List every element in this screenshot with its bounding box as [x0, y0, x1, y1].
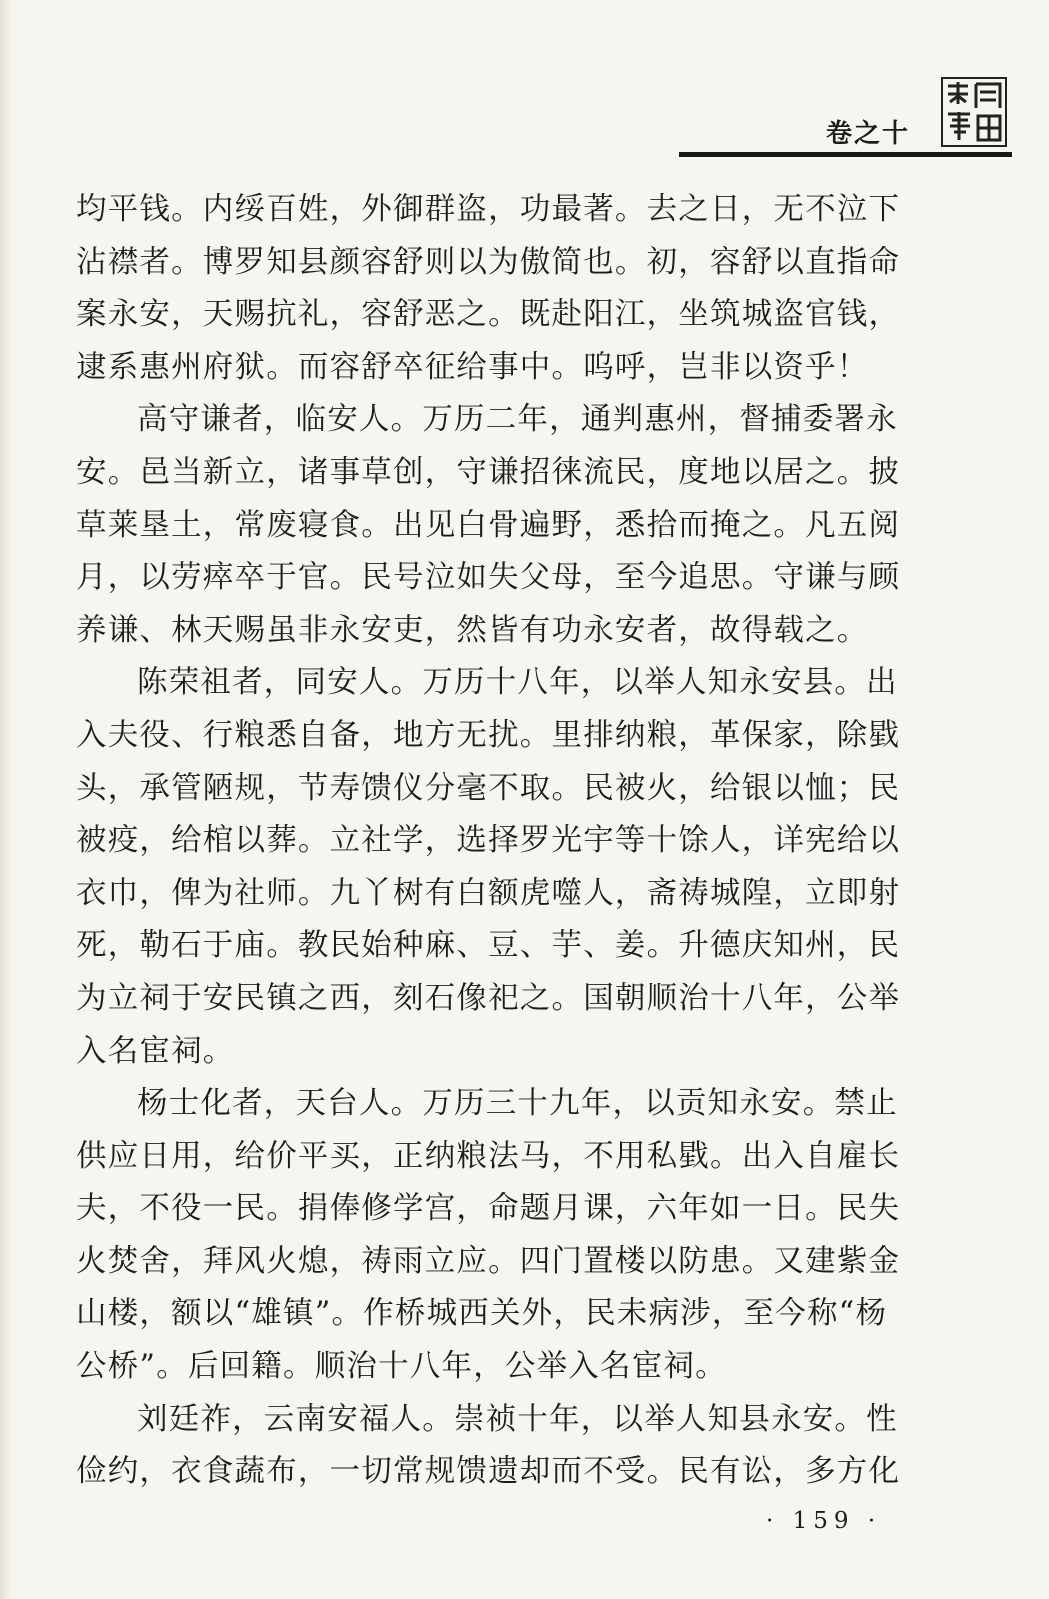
paragraph: 陈荣祖者，同安人。万历十八年，以举人知永安县。出入夫役、行粮悉自备，地方无扰。里排纳粮，革保家，除戥头，承管陋规，节寿馈仪分毫不取。民被火，给银以恤；民被疫，给棺以葬。立社学，选择罗光宇等十馀人，详宪给以衣巾，俾为社师。九丫树有白额虎噬人，斋祷城隍，立即射死，勒石于庙。教民始种麻、豆、芋、姜。升德庆知州，民为立祠于安民镇之西，刻石像祀之。国朝顺治十八年，公举入名宦祠。: [76, 665, 901, 1069]
seal-logo-icon: [940, 76, 1008, 148]
paragraph: 杨士化者，天台人。万历三十九年，以贡知永安。禁止供应日用，给价平买，正纳粮法马，不用私戥。出入自雇长夫，不役一民。捐俸修学宫，命题月课，六年如一日。民失火焚舍，拜风火熄，祷雨立应。四门置楼以防患。又建紫金山楼，额以“雄镇”。作桥城西关外，民未病涉，至今称“杨公桥”。后回籍。顺治十八年，公举入名宦祠。: [76, 1086, 901, 1385]
paragraph: 均平钱。内绥百姓，外御群盗，功最著。去之日，无不泣下沾襟者。博罗知县颜容舒则以为傲简也。初，容舒以直指命案永安，天赐抗礼，容舒恶之。既赴阳江，坐筑城盗官钱，逮系惠州府狱。而容舒卒征给事中。呜呼，岂非以资乎！: [76, 192, 901, 385]
page-number: · 159 ·: [766, 1508, 882, 1534]
paragraph: 刘廷祚，云南安福人。崇祯十年，以举人知县永安。性俭约，衣食蔬布，一切常规馈遗却而不受。民有讼，多方化: [76, 1401, 901, 1490]
body-text: [76, 184, 914, 1499]
chapter-title: 卷之十: [826, 119, 911, 149]
header-rule: [679, 152, 1012, 157]
paragraph: 高守谦者，临安人。万历二年，通判惠州，督捕委署永安。邑当新立，诸事草创，守谦招徕流民，度地以居之。披草莱垦土，常废寝食。出见白骨遍野，悉拾而掩之。凡五阅月，以劳瘁卒于官。民号泣如失父母，至今追思。守谦与顾养谦、林天赐虽非永安吏，然皆有功永安者，故得载之。: [76, 402, 901, 648]
page-edge: [0, 0, 12, 1599]
